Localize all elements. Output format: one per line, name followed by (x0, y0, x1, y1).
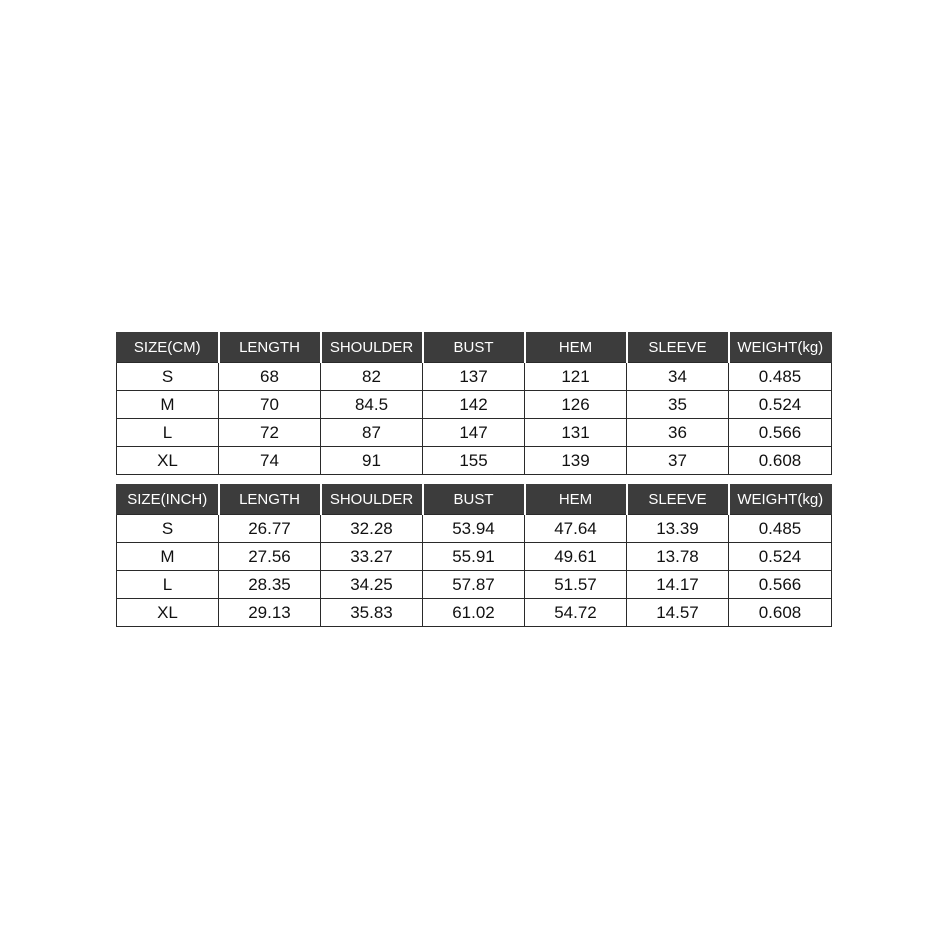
table-cell-shoulder: 82 (321, 363, 423, 391)
size-chart-inch-table (116, 484, 832, 627)
column-header-sleeve: SLEEVE (627, 333, 729, 363)
table-cell-shoulder: 32.28 (321, 515, 423, 543)
column-header-hem: HEM (525, 485, 627, 515)
table-cell-length: 74 (219, 447, 321, 475)
table-cell-size: M (117, 543, 219, 571)
table-cell-weight: 0.485 (729, 363, 832, 391)
table-cell-shoulder: 87 (321, 419, 423, 447)
table-cell-sleeve: 35 (627, 391, 729, 419)
table-cell-weight: 0.608 (729, 599, 832, 627)
table-cell-shoulder: 33.27 (321, 543, 423, 571)
table-cell-length: 70 (219, 391, 321, 419)
table-cell-hem: 139 (525, 447, 627, 475)
column-header-shoulder: SHOULDER (321, 485, 423, 515)
table-cell-hem: 51.57 (525, 571, 627, 599)
table-row (117, 391, 832, 419)
table-cell-length: 68 (219, 363, 321, 391)
table-cell-bust: 142 (423, 391, 525, 419)
table-row (117, 447, 832, 475)
table-cell-size: L (117, 419, 219, 447)
table-cell-shoulder: 91 (321, 447, 423, 475)
column-header-weight: WEIGHT(kg) (729, 333, 832, 363)
table-cell-length: 28.35 (219, 571, 321, 599)
table-cell-sleeve: 14.57 (627, 599, 729, 627)
column-header-size: SIZE(CM) (117, 333, 219, 363)
table-cell-sleeve: 36 (627, 419, 729, 447)
table-cell-bust: 55.91 (423, 543, 525, 571)
table-row (117, 515, 832, 543)
table-cell-hem: 47.64 (525, 515, 627, 543)
table-header-row (117, 485, 832, 515)
column-header-length: LENGTH (219, 333, 321, 363)
table-cell-sleeve: 13.39 (627, 515, 729, 543)
table-cell-bust: 155 (423, 447, 525, 475)
table-cell-bust: 137 (423, 363, 525, 391)
table-cell-size: XL (117, 599, 219, 627)
column-header-weight: WEIGHT(kg) (729, 485, 832, 515)
table-cell-bust: 57.87 (423, 571, 525, 599)
table-cell-sleeve: 13.78 (627, 543, 729, 571)
table-row (117, 419, 832, 447)
table-cell-sleeve: 34 (627, 363, 729, 391)
column-header-hem: HEM (525, 333, 627, 363)
column-header-bust: BUST (423, 485, 525, 515)
column-header-size: SIZE(INCH) (117, 485, 219, 515)
table-cell-weight: 0.566 (729, 419, 832, 447)
table-cell-size: S (117, 515, 219, 543)
table-cell-hem: 131 (525, 419, 627, 447)
column-header-bust: BUST (423, 333, 525, 363)
table-cell-shoulder: 34.25 (321, 571, 423, 599)
table-cell-length: 29.13 (219, 599, 321, 627)
table-cell-bust: 53.94 (423, 515, 525, 543)
table-cell-bust: 61.02 (423, 599, 525, 627)
table-cell-hem: 126 (525, 391, 627, 419)
table-cell-weight: 0.608 (729, 447, 832, 475)
table-row (117, 363, 832, 391)
table-cell-hem: 54.72 (525, 599, 627, 627)
table-cell-length: 27.56 (219, 543, 321, 571)
table-cell-weight: 0.566 (729, 571, 832, 599)
table-cell-bust: 147 (423, 419, 525, 447)
table-cell-size: L (117, 571, 219, 599)
table-cell-shoulder: 84.5 (321, 391, 423, 419)
table-cell-size: M (117, 391, 219, 419)
table-cell-weight: 0.485 (729, 515, 832, 543)
column-header-shoulder: SHOULDER (321, 333, 423, 363)
table-cell-length: 72 (219, 419, 321, 447)
table-row (117, 599, 832, 627)
table-cell-size: XL (117, 447, 219, 475)
table-cell-weight: 0.524 (729, 391, 832, 419)
table-row (117, 543, 832, 571)
column-header-length: LENGTH (219, 485, 321, 515)
table-cell-length: 26.77 (219, 515, 321, 543)
table-cell-sleeve: 14.17 (627, 571, 729, 599)
table-cell-hem: 121 (525, 363, 627, 391)
table-cell-sleeve: 37 (627, 447, 729, 475)
table-cell-size: S (117, 363, 219, 391)
table-cell-weight: 0.524 (729, 543, 832, 571)
table-cell-hem: 49.61 (525, 543, 627, 571)
column-header-sleeve: SLEEVE (627, 485, 729, 515)
table-cell-shoulder: 35.83 (321, 599, 423, 627)
size-chart-cm-table (116, 332, 832, 475)
table-row (117, 571, 832, 599)
table-header-row (117, 333, 832, 363)
